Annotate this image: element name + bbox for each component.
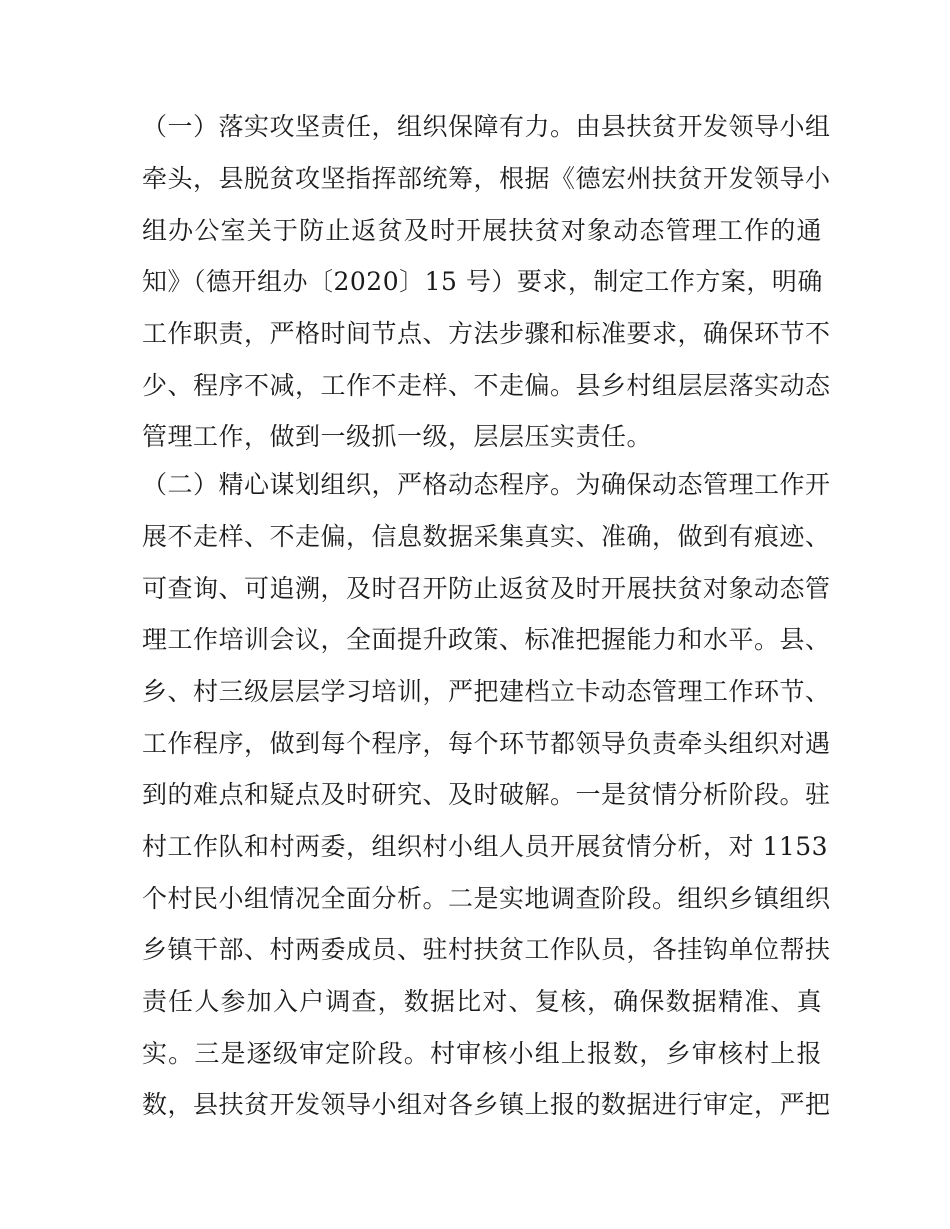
paragraph-1-line-4: 知》（德开组办〔2020〕15 号）要求，制定工作方案，明确 [142, 267, 823, 296]
paragraph-2-line-1: （二）精心谋划组织，严格动态程序。为确保动态管理工作开 [142, 470, 831, 499]
paragraph-2-line-10: 乡镇干部、村两委成员、驻村扶贫工作队员，各挂钩单位帮扶 [142, 935, 831, 964]
paragraph-1-line-1: （一）落实攻坚责任，组织保障有力。由县扶贫开发领导小组 [142, 112, 831, 141]
paragraph-2-line-4: 理工作培训会议，全面提升政策、标准把握能力和水平。县、 [142, 625, 831, 654]
paragraph-2-line-11: 责任人参加入户调查，数据比对、复核，确保数据精准、真 [142, 987, 822, 1016]
paragraph-2-line-6: 工作程序，做到每个程序，每个环节都领导负责牵头组织对遇 [142, 729, 831, 758]
paragraph-2-line-8: 村工作队和村两委，组织村小组人员开展贫情分析，对 1153 [142, 832, 829, 861]
paragraph-1-line-7: 管理工作，做到一级抓一级，层层压实责任。 [142, 422, 653, 451]
paragraph-1-line-5: 工作职责，严格时间节点、方法步骤和标准要求，确保环节不 [142, 319, 831, 348]
paragraph-2-line-9: 个村民小组情况全面分析。二是实地调查阶段。组织乡镇组织 [142, 884, 831, 913]
paragraph-1-line-3: 组办公室关于防止返贫及时开展扶贫对象动态管理工作的通 [142, 216, 822, 245]
paragraph-2-line-13: 数，县扶贫开发领导小组对各乡镇上报的数据进行审定，严把 [142, 1090, 831, 1119]
paragraph-2-line-7: 到的难点和疑点及时研究、及时破解。一是贫情分析阶段。驻 [142, 780, 831, 809]
paragraph-2-line-3: 可查询、可追溯，及时召开防止返贫及时开展扶贫对象动态管 [142, 574, 831, 603]
paragraph-2-line-12: 实。三是逐级审定阶段。村审核小组上报数，乡审核村上报 [142, 1039, 822, 1068]
paragraph-2-line-5: 乡、村三级层层学习培训，严把建档立卡动态管理工作环节、 [142, 677, 831, 706]
paragraph-1-line-2: 牵头，县脱贫攻坚指挥部统筹，根据《德宏州扶贫开发领导小 [142, 164, 831, 193]
paragraph-2-line-2: 展不走样、不走偏，信息数据采集真实、准确，做到有痕迹、 [142, 522, 831, 551]
paragraph-1-line-6: 少、程序不减，工作不走样、不走偏。县乡村组层层落实动态 [142, 371, 831, 400]
